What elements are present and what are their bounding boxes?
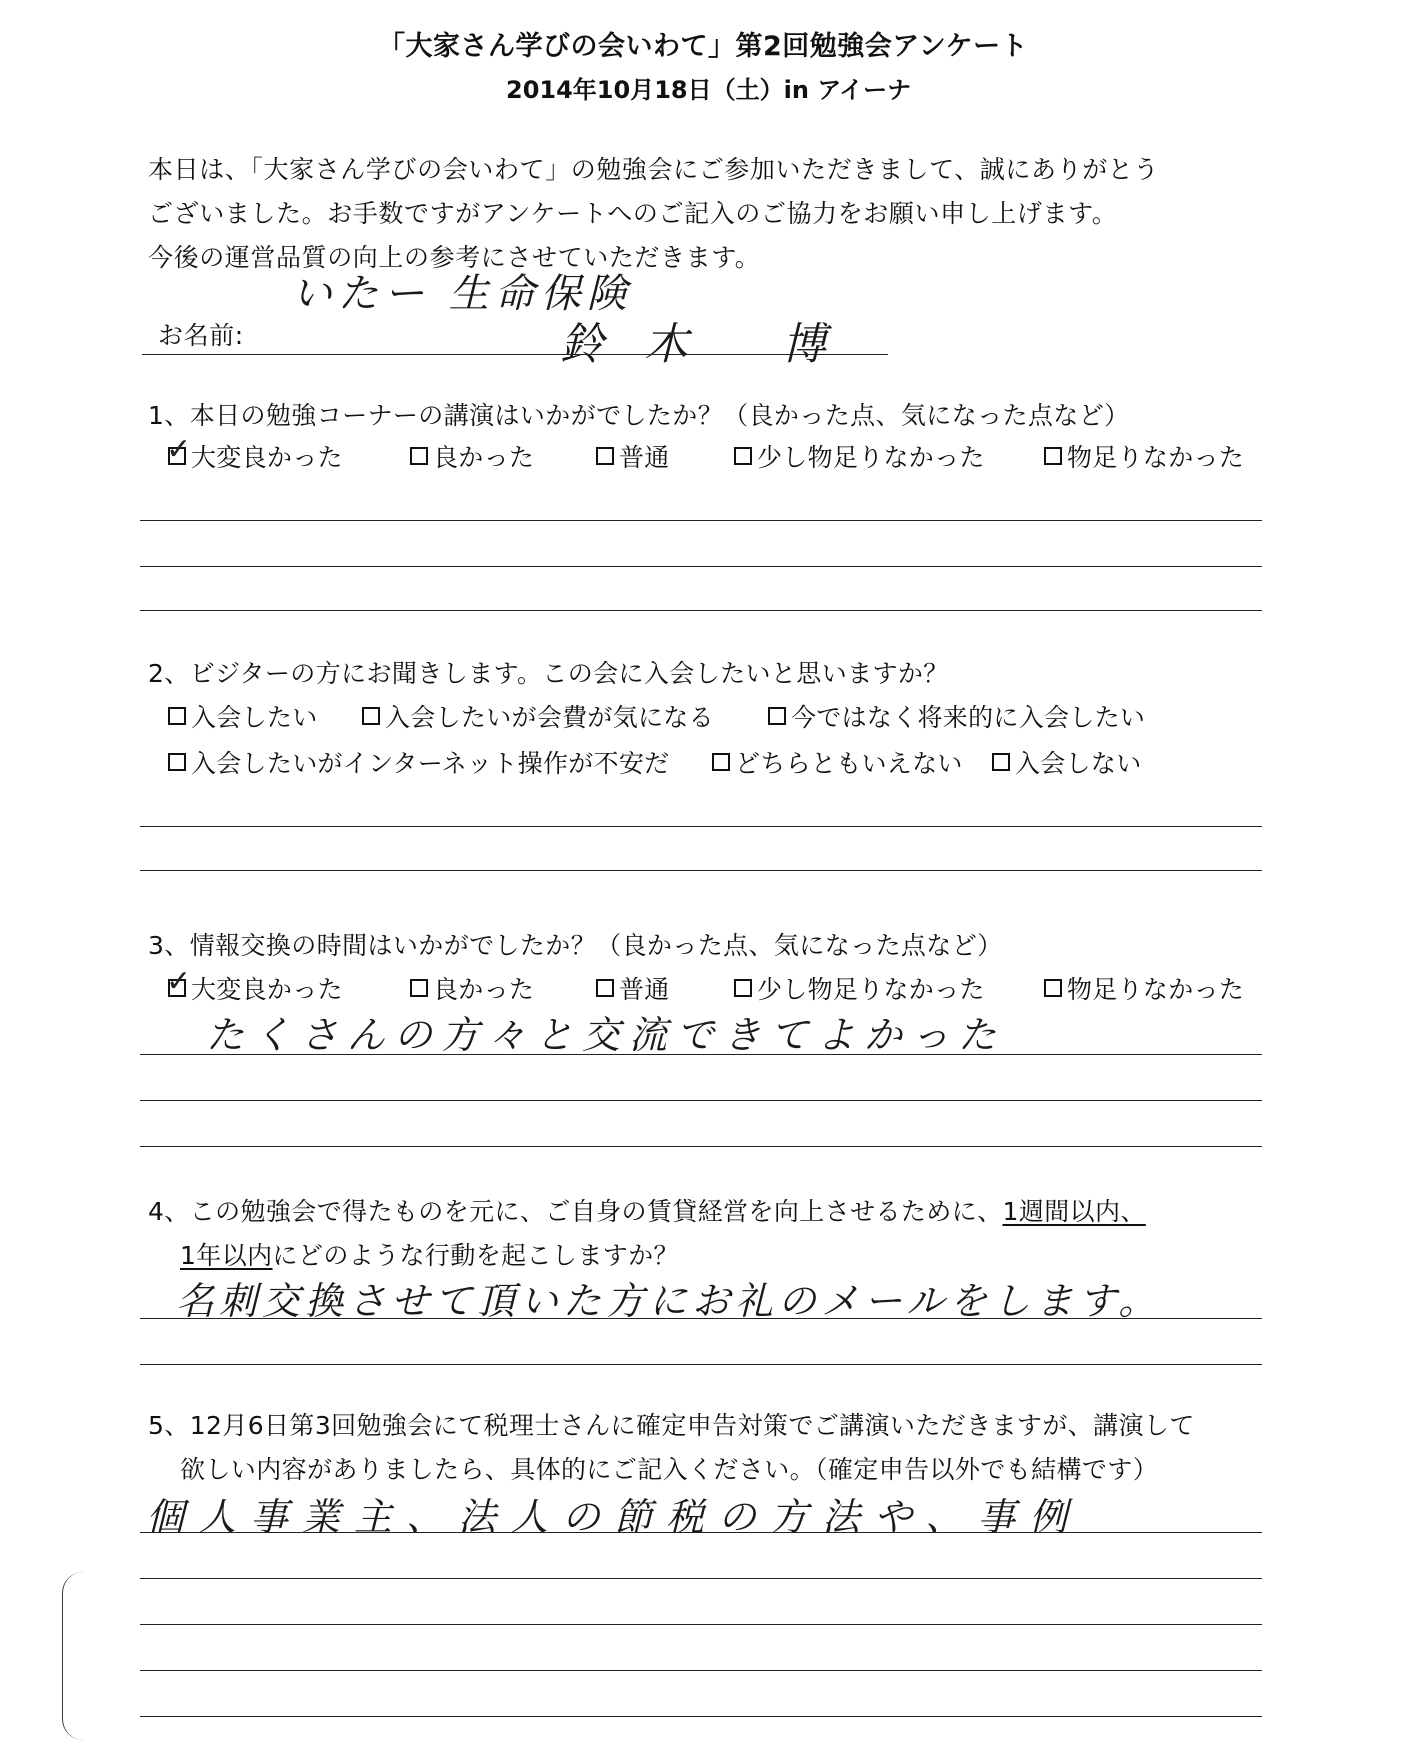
q3-option-lacking[interactable]	[1044, 970, 1244, 1006]
q3-option-very-good[interactable]	[166, 964, 343, 1006]
q3-handwritten-answer: たくさんの方々と交流できてよかった	[206, 1013, 1006, 1057]
q3-checkbox-slightly-lacking[interactable]	[734, 979, 752, 997]
q2-option-join-future[interactable]	[768, 698, 1145, 734]
q3-option-label: 普通	[619, 975, 670, 1004]
q4-question-line-1	[148, 1192, 1146, 1228]
q4-answer-line-1	[140, 1318, 1262, 1319]
q2-option-label: 入会したいがインターネット操作が不安だ	[191, 749, 670, 778]
q1-option-slightly-lacking[interactable]	[734, 438, 985, 474]
q1-checkbox-good[interactable]	[410, 447, 428, 465]
q3-option-label: 大変良かった	[191, 975, 343, 1004]
q5-answer-line-4	[140, 1670, 1262, 1671]
q3-answer-line-2	[140, 1100, 1262, 1101]
q3-checkbox-lacking[interactable]	[1044, 979, 1062, 997]
q1-answer-line-1	[140, 520, 1262, 521]
intro-line-1: 本日は、「大家さん学びの会いわて」の勉強会にご参加いただきまして、誠にありがとう	[148, 155, 1160, 184]
intro-line-3: 今後の運営品質の向上の参考にさせていただきます。	[148, 243, 761, 272]
q3-checkbox-very-good[interactable]	[166, 964, 192, 999]
q4-answer-line-2	[140, 1364, 1262, 1365]
name-underline	[142, 354, 888, 355]
q2-option-label: どちらともいえない	[735, 749, 963, 778]
q1-answer-line-3	[140, 610, 1262, 611]
q2-answer-line-1	[140, 826, 1262, 827]
q3-question: 3、情報交換の時間はいかがでしたか？（良かった点、気になった点など）	[148, 931, 1003, 960]
q4-question-underlined: 1年以内	[180, 1241, 273, 1270]
survey-date: 2014年10月18日（土）in アイーナ	[506, 76, 912, 104]
q3-answer-line-3	[140, 1146, 1262, 1147]
q5-answer-line-1	[140, 1532, 1262, 1533]
q2-option-join-fee-concern[interactable]	[362, 698, 714, 734]
q3-option-label: 物足りなかった	[1067, 975, 1245, 1004]
q1-option-good[interactable]	[410, 438, 534, 474]
q4-question-text: 4、この勉強会で得たものを元に、ご自身の賃貸経営を向上させるために、	[148, 1197, 1003, 1226]
q2-option-label: 入会しない	[1015, 749, 1142, 778]
q3-option-normal[interactable]	[596, 970, 670, 1006]
q1-option-very-good[interactable]	[166, 432, 343, 474]
survey-title: 「大家さん学びの会いわて」第2回勉強会アンケート	[378, 31, 1029, 62]
q2-option-label: 今ではなく将来的に入会したい	[791, 703, 1146, 732]
q2-checkbox-join-fee-concern[interactable]	[362, 707, 380, 725]
q1-checkbox-very-good[interactable]	[166, 432, 192, 467]
q1-option-label: 物足りなかった	[1067, 443, 1245, 472]
q2-checkbox-join-future[interactable]	[768, 707, 786, 725]
q1-checkbox-slightly-lacking[interactable]	[734, 447, 752, 465]
q1-option-label: 普通	[619, 443, 670, 472]
q3-option-slightly-lacking[interactable]	[734, 970, 985, 1006]
q2-option-label: 入会したい	[191, 703, 318, 732]
q2-option-no-join[interactable]	[992, 744, 1142, 780]
q1-option-label: 大変良かった	[191, 443, 343, 472]
name-handwritten-company: いたー 生命保険	[292, 271, 633, 317]
checkmark-icon: ✓	[166, 964, 192, 999]
q1-option-lacking[interactable]	[1044, 438, 1244, 474]
q3-checkbox-normal[interactable]	[596, 979, 614, 997]
q5-question-line-1: 5、12月6日第3回勉強会にて税理士さんに確定申告対策でご講演いただきますが、講演して	[148, 1411, 1195, 1440]
q1-option-label: 良かった	[433, 443, 535, 472]
q2-checkbox-join-internet-concern[interactable]	[168, 753, 186, 771]
q4-handwritten-answer: 名刺交換させて頂いた方にお礼のメールをします。	[176, 1279, 1162, 1323]
q2-option-join-internet-concern[interactable]	[168, 744, 669, 780]
intro-line-2: ございました。お手数ですがアンケートへのご記入のご協力をお願い申し上げます。	[148, 199, 1118, 228]
q2-checkbox-no-join[interactable]	[992, 753, 1010, 771]
q2-checkbox-join[interactable]	[168, 707, 186, 725]
q3-answer-line-1	[140, 1054, 1262, 1055]
q2-option-label: 入会したいが会費が気になる	[385, 703, 714, 732]
q5-answer-line-3	[140, 1624, 1262, 1625]
q5-answer-line-5	[140, 1716, 1262, 1717]
q3-option-label: 良かった	[433, 975, 535, 1004]
name-handwritten-person: 鈴木 博	[560, 319, 866, 370]
q5-question-line-2: 欲しい内容がありましたら、具体的にご記入ください。（確定申告以外でも結構です）	[180, 1455, 1159, 1484]
margin-pencil-mark	[62, 1572, 83, 1740]
q5-answer-line-2	[140, 1578, 1262, 1579]
q2-option-undecided[interactable]	[712, 744, 963, 780]
q4-question-text: にどのような行動を起こしますか？	[272, 1241, 679, 1270]
q2-checkbox-undecided[interactable]	[712, 753, 730, 771]
q3-checkbox-good[interactable]	[410, 979, 428, 997]
q3-option-label: 少し物足りなかった	[757, 975, 985, 1004]
q2-answer-line-2	[140, 870, 1262, 871]
q2-option-join[interactable]	[168, 698, 318, 734]
q1-checkbox-normal[interactable]	[596, 447, 614, 465]
name-label: お名前:	[158, 321, 244, 350]
q1-answer-line-2	[140, 566, 1262, 567]
q3-option-good[interactable]	[410, 970, 534, 1006]
q4-question-underlined: 1週間以内、	[1002, 1197, 1146, 1226]
q1-question: 1、本日の勉強コーナーの講演はいかがでしたか？（良かった点、気になった点など）	[148, 401, 1130, 430]
q4-question-line-2	[180, 1236, 679, 1272]
q1-option-normal[interactable]	[596, 438, 670, 474]
q2-question: 2、ビジターの方にお聞きします。この会に入会したいと思いますか？	[148, 659, 949, 688]
checkmark-icon: ✓	[166, 432, 192, 467]
q5-handwritten-answer: 個人事業主、法人の節税の方法や、事例	[146, 1495, 1082, 1539]
q1-option-label: 少し物足りなかった	[757, 443, 985, 472]
q1-checkbox-lacking[interactable]	[1044, 447, 1062, 465]
